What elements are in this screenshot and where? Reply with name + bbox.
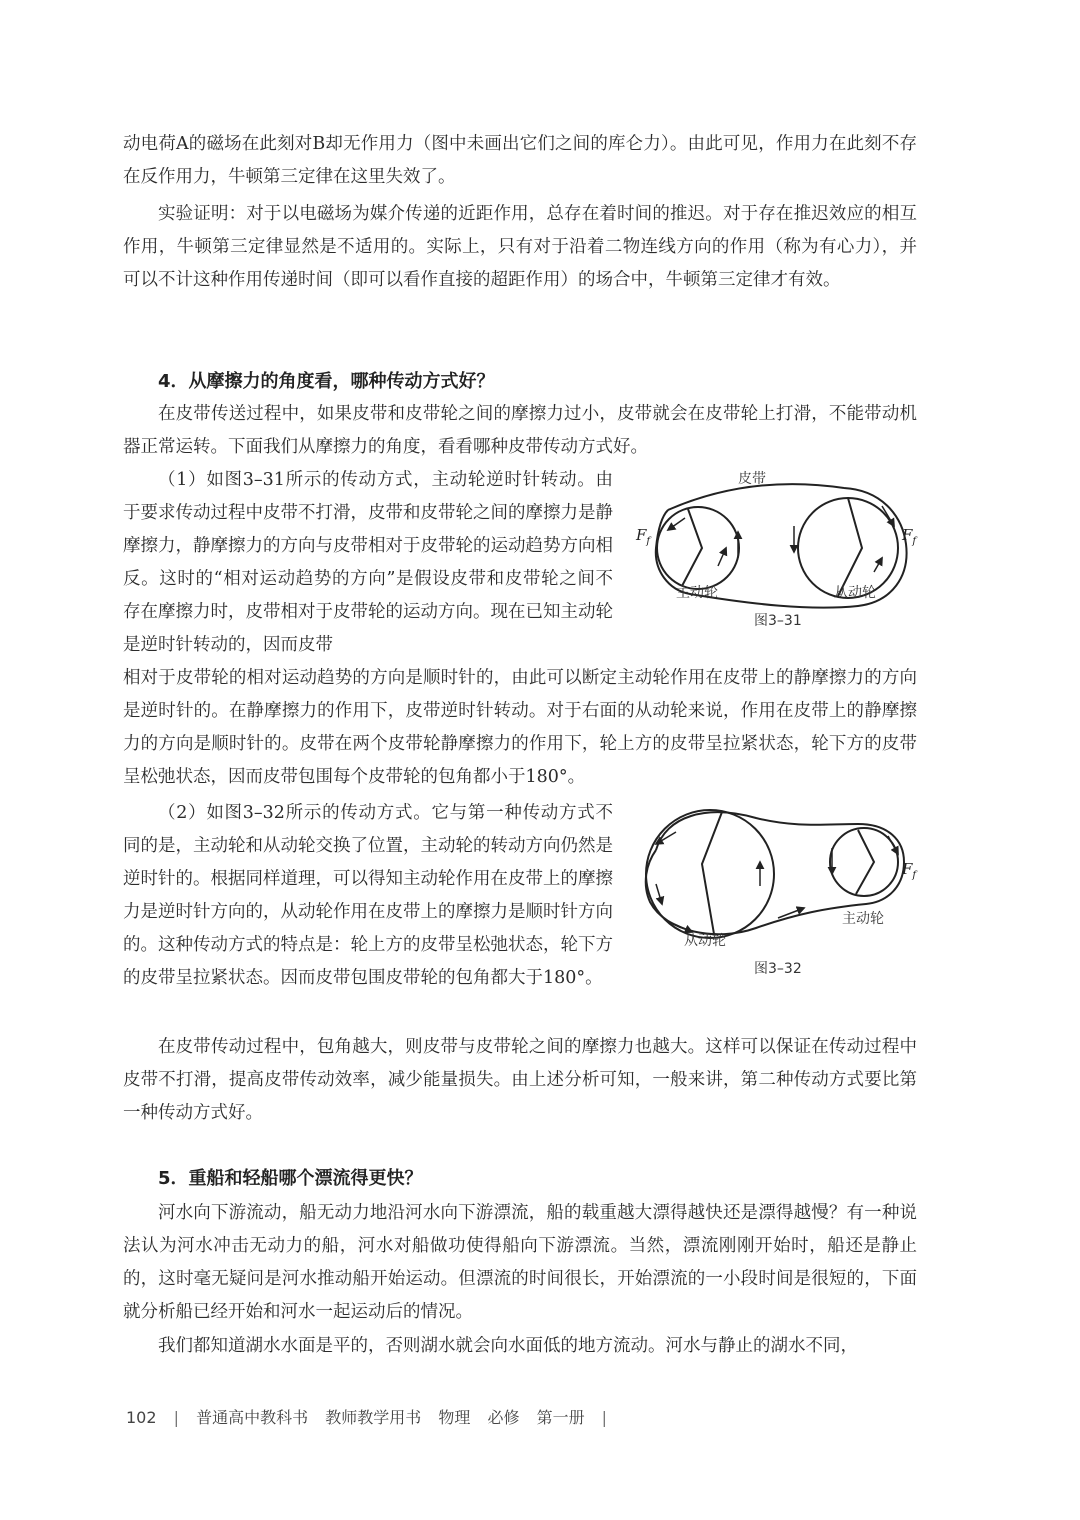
book-title: 普通高中教科书 (196, 1408, 309, 1427)
section-4-paragraph-2-wrapped: （1）如图3–31所示的传动方式，主动轮逆时针转动。由于要求传动过程中皮带不打滑，皮带和皮带轮之间的摩擦力是静摩擦力，静摩擦力的方向与皮带相对于皮带轮的运动趋势方向相反。这时的“相对运动趋势的方向”是假设皮带和皮带轮之间不存在摩擦力时，皮带相对于皮带轮的运动方向。现在已知主动轮是逆时针转动的，因而皮带 (123, 470, 613, 655)
belt-label: 皮带 (738, 471, 766, 487)
page-number: 102 (126, 1408, 157, 1427)
section-4-paragraph-2-continued: 相对于皮带轮的相对运动趋势的方向是顺时针的，由此可以断定主动轮作用在皮带上的静摩擦力的方向是逆时针的。在静摩擦力的作用下，皮带逆时针转动。对于右面的从动轮来说，作用在皮带上的静摩擦力的方向是顺时针的。皮带在两个皮带轮静摩擦力的作用下，轮上方的皮带呈拉紧状态，轮下方的皮带呈松弛状态，因而皮带包围每个皮带轮的包角都小于180°。 (123, 668, 917, 787)
subject: 物理 (438, 1408, 471, 1427)
figure-3-32-caption: 图3–32 (754, 961, 802, 977)
figure-3-31 (630, 466, 920, 636)
course: 必修 (487, 1408, 520, 1427)
driven-pulley-label: 从动轮 (834, 585, 876, 601)
section-4-heading: 4．从摩擦力的角度看，哪种传动方式好？ (158, 371, 495, 392)
friction-force-label-left: $F_f$ (636, 526, 651, 547)
section-4-paragraph-3-wrapped: （2）如图3–32所示的传动方式。它与第一种传动方式不同的是，主动轮和从动轮交换了位置，主动轮的转动方向仍然是逆时针的。根据同样道理，可以得知主动轮作用在皮带上的摩擦力是逆时针方向的，从动轮作用在皮带上的摩擦力是顺时针方向的。这种传动方式的特点是：轮上方的皮带呈松弛状态，轮下方的皮带呈拉紧状态。因而皮带包围皮带轮的包角都大于180°。 (123, 803, 613, 988)
section-5-heading: 5．重船和轻船哪个漂流得更快？ (158, 1168, 423, 1189)
page-footer (126, 1405, 619, 1428)
drive-pulley-label: 主动轮 (676, 585, 718, 601)
section-5-paragraph-2: 我们都知道湖水水面是平的，否则湖水就会向水面低的地方流动。河水与静止的湖水不同， (158, 1336, 858, 1356)
section-5-paragraph-1: 河水向下游流动，船无动力地沿河水向下游漂流，船的载重越大漂得越快还是漂得越慢？有一种说法认为河水冲击无动力的船，河水对船做功使得船向下游漂流。当然，漂流刚刚开始时，船还是静止的，这时毫无疑问是河水推动船开始运动。但漂流的时间很长，开始漂流的一小段时间是很短的，下面就分析船已经开始和河水一起运动后的情况。 (123, 1203, 917, 1322)
friction-force-label-32: $F_f$ (902, 860, 917, 881)
figure-3-31-caption: 图3–31 (754, 613, 802, 629)
paragraph-top-1: 动电荷A的磁场在此刻对B却无作用力（图中未画出它们之间的库仑力）。由此可见，作用力在此刻不存在反作用力，牛顿第三定律在这里失效了。 (123, 134, 917, 187)
section-4-paragraph-1: 在皮带传送过程中，如果皮带和皮带轮之间的摩擦力过小，皮带就会在皮带轮上打滑，不能带动机器正常运转。下面我们从摩擦力的角度，看看哪种皮带传动方式好。 (123, 404, 917, 457)
figure-3-32 (636, 804, 926, 984)
friction-force-label-right: $F_f$ (902, 526, 917, 547)
footer-separator-1: | (173, 1408, 180, 1427)
belt-drive-diagram-32 (636, 804, 926, 984)
driven-pulley-label-32: 从动轮 (684, 933, 726, 949)
drive-pulley-32 (830, 828, 898, 896)
book-type: 教师教学用书 (325, 1408, 422, 1427)
paragraph-top-2: 实验证明：对于以电磁场为媒介传递的近距作用，总存在着时间的推迟。对于存在推迟效应的相互作用，牛顿第三定律显然是不适用的。实际上，只有对于沿着二物连线方向的作用（称为有心力），并可以不计这种作用传递时间（即可以看作直接的超距作用）的场合中，牛顿第三定律才有效。 (123, 204, 917, 290)
volume: 第一册 (536, 1408, 585, 1427)
footer-separator-2: | (601, 1408, 608, 1427)
drive-pulley-label-32: 主动轮 (842, 911, 884, 927)
drive-pulley (657, 507, 739, 589)
section-4-paragraph-4: 在皮带传动过程中，包角越大，则皮带与皮带轮之间的摩擦力也越大。这样可以保证在传动过程中皮带不打滑，提高皮带传动效率，减少能量损失。由上述分析可知，一般来讲，第二种传动方式要比第一种传动方式好。 (123, 1037, 917, 1123)
